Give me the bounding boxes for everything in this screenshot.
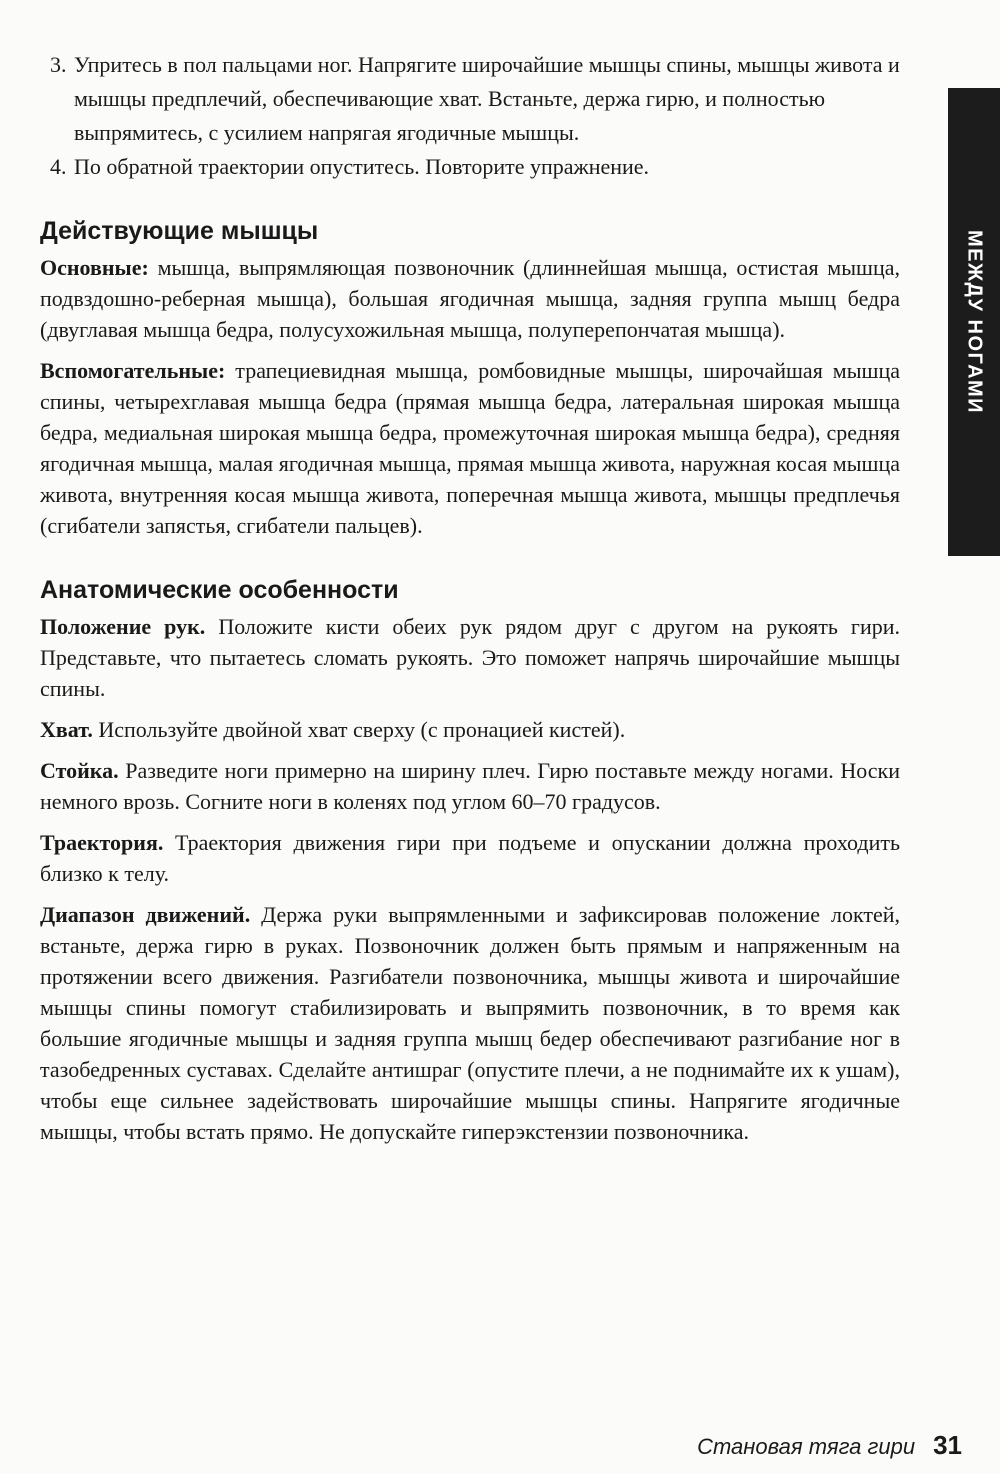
step-item xyxy=(40,150,900,184)
page-body xyxy=(40,48,900,1157)
anatomy-label: Траектория. xyxy=(40,830,164,855)
page-number: 31 xyxy=(933,1430,962,1460)
anatomy-label: Стойка. xyxy=(40,758,119,783)
anatomy-text: Разведите ноги примерно на ширину плеч. Гирю поставьте между ногами. Носки немного врозь. Согните ноги в коленях под углом 60–70 градусов. xyxy=(40,758,900,814)
secondary-text: трапециевидная мышца, ромбовидные мышцы, широчайшая мышца спины, четырехглавая мышца бедра (прямая мышца бедра, латеральная широкая мышца бедра, медиальная широкая мышца бедра, промежуточная широкая мышца бедра), средняя ягодичная мышца, малая ягодичная мышца, прямая мышца живота, наружная косая мышца живота, внутренняя косая мышца живота, поперечная мышца живота, мышцы предплечья (сгибатели запястья, сгибатели пальцев). xyxy=(40,358,900,538)
step-text: По обратной траектории опуститесь. Повторите упражнение. xyxy=(74,154,650,179)
secondary-muscles xyxy=(40,355,900,541)
anatomy-item-stance xyxy=(40,755,900,817)
chapter-side-tab-label: МЕЖДУ НОГАМИ xyxy=(963,229,986,415)
anatomy-text: Траектория движения гири при подъеме и опускании должна проходить близко к телу. xyxy=(40,830,900,886)
anatomy-label: Диапазон движений. xyxy=(40,902,251,927)
primary-muscles xyxy=(40,252,900,345)
anatomy-text: Держа руки выпрямленными и зафиксировав положение локтей, встаньте, держа гирю в руках. Позвоночник должен быть прямым и напряженным на протяжении всего движения. Разгибатели позвоночника, мышцы живота и широчайшие мышцы спины помогут стабилизировать и выпрямить позвоночник, в то время как большие ягодичные мышцы и задняя группа мышц бедер обеспечивают разгибание ног в тазобедренных суставах. Сделайте антишраг (опустите плечи, а не поднимайте их к ушам), чтобы еще сильнее задействовать широчайшие мышцы спины. Напрягите ягодичные мышцы, чтобы встать прямо. Не допускайте гиперэкстензии позвоночника. xyxy=(40,902,900,1144)
steps-list xyxy=(40,48,900,184)
step-text: Упритесь в пол пальцами ног. Напрягите широчайшие мышцы спины, мышцы живота и мышцы предплечий, обеспечивающие хват. Встаньте, держа гирю, и полностью выпрямитесь, с усилием напрягая ягодичные мышцы. xyxy=(74,52,900,145)
step-item xyxy=(40,48,900,150)
anatomy-text: Используйте двойной хват сверху (с пронацией кистей). xyxy=(92,717,626,742)
page-footer xyxy=(697,1430,962,1461)
anatomy-text: Положите кисти обеих рук рядом друг с другом на рукоять гири. Представьте, что пытаетесь сломать рукоять. Это поможет напрячь широчайшие мышцы спины. xyxy=(40,614,901,701)
step-number: 3. xyxy=(50,52,67,77)
step-number: 4. xyxy=(50,154,67,179)
anatomy-item-trajectory xyxy=(40,827,900,889)
primary-text: мышца, выпрямляющая позвоночник (длиннейшая мышца, остистая мышца, подвздошно-реберная мышца), большая ягодичная мышца, задняя группа мышц бедра (двуглавая мышца бедра, полусухожильная мышца, полуперепончатая мышца). xyxy=(40,255,900,342)
primary-label: Основные: xyxy=(40,255,149,280)
running-title: Становая тяга гири xyxy=(697,1434,916,1459)
anatomy-label: Положение рук. xyxy=(40,614,206,639)
muscles-heading: Действующие мышцы xyxy=(40,217,319,245)
anatomy-label: Хват. xyxy=(40,717,93,742)
anatomy-item-hands xyxy=(40,611,900,704)
chapter-side-tab xyxy=(948,88,1000,556)
anatomy-item-grip xyxy=(40,714,900,745)
anatomy-item-range xyxy=(40,899,900,1147)
anatomy-heading: Анатомические особенности xyxy=(40,576,399,604)
secondary-label: Вспомогательные: xyxy=(40,358,226,383)
